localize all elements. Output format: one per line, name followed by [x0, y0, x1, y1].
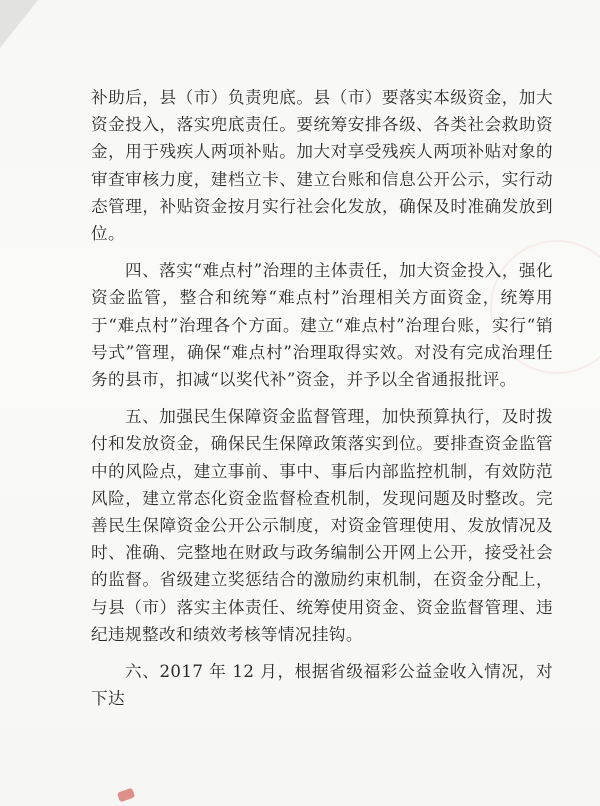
paragraph-section-4: 四、落实“难点村”治理的主体责任，加大资金投入，强化资金监管，整合和统筹“难点村”治理相关方面资金，统筹用于“难点村”治理各个方面。建立“难点村”治理台账，实行“销号式”管理，确保“难点村”治理取得实效。对没有完成治理任务的县市，扣减“以奖代补”资金，并予以全省通报批评。	[91, 261, 553, 390]
paragraph-section-5: 五、加强民生保障资金监督管理，加快预算执行，及时拨付和发放资金，确保民生保障政策落实到位。要排查资金监管中的风险点，建立事前、事中、事后内部监控机制，有效防范风险，建立常态化资金监督检查机制，发现问题及时整改。完善民生保障资金公开公示制度，对资金管理使用、发放情况及时、准确、完整地在财政与政务编制公开网上公开，接受社会的监督。省级建立奖惩结合的激励约束机制，在资金分配上，与县（市）落实主体责任、统筹使用资金、资金监督管理、违纪违规整改和绩效考核等情况挂钩。	[91, 407, 553, 644]
red-seal-edge-mark	[117, 788, 135, 803]
paragraph-section-6: 六、2017 年 12 月，根据省级福彩公益金收入情况，对下达	[91, 662, 553, 709]
page-corner-fold	[0, 0, 38, 48]
document-body	[91, 84, 553, 722]
paragraph-continuation: 补助后，县（市）负责兜底。县（市）要落实本级资金，加大资金投入，落实兜底责任。要统筹安排各级、各类社会救助资金，用于残疾人两项补贴。加大对享受残疾人两项补贴对象的审查审核力度，建档立卡、建立台账和信息公开公示，实行动态管理，补贴资金按月实行社会化发放，确保及时准确发放到位。	[91, 88, 553, 244]
